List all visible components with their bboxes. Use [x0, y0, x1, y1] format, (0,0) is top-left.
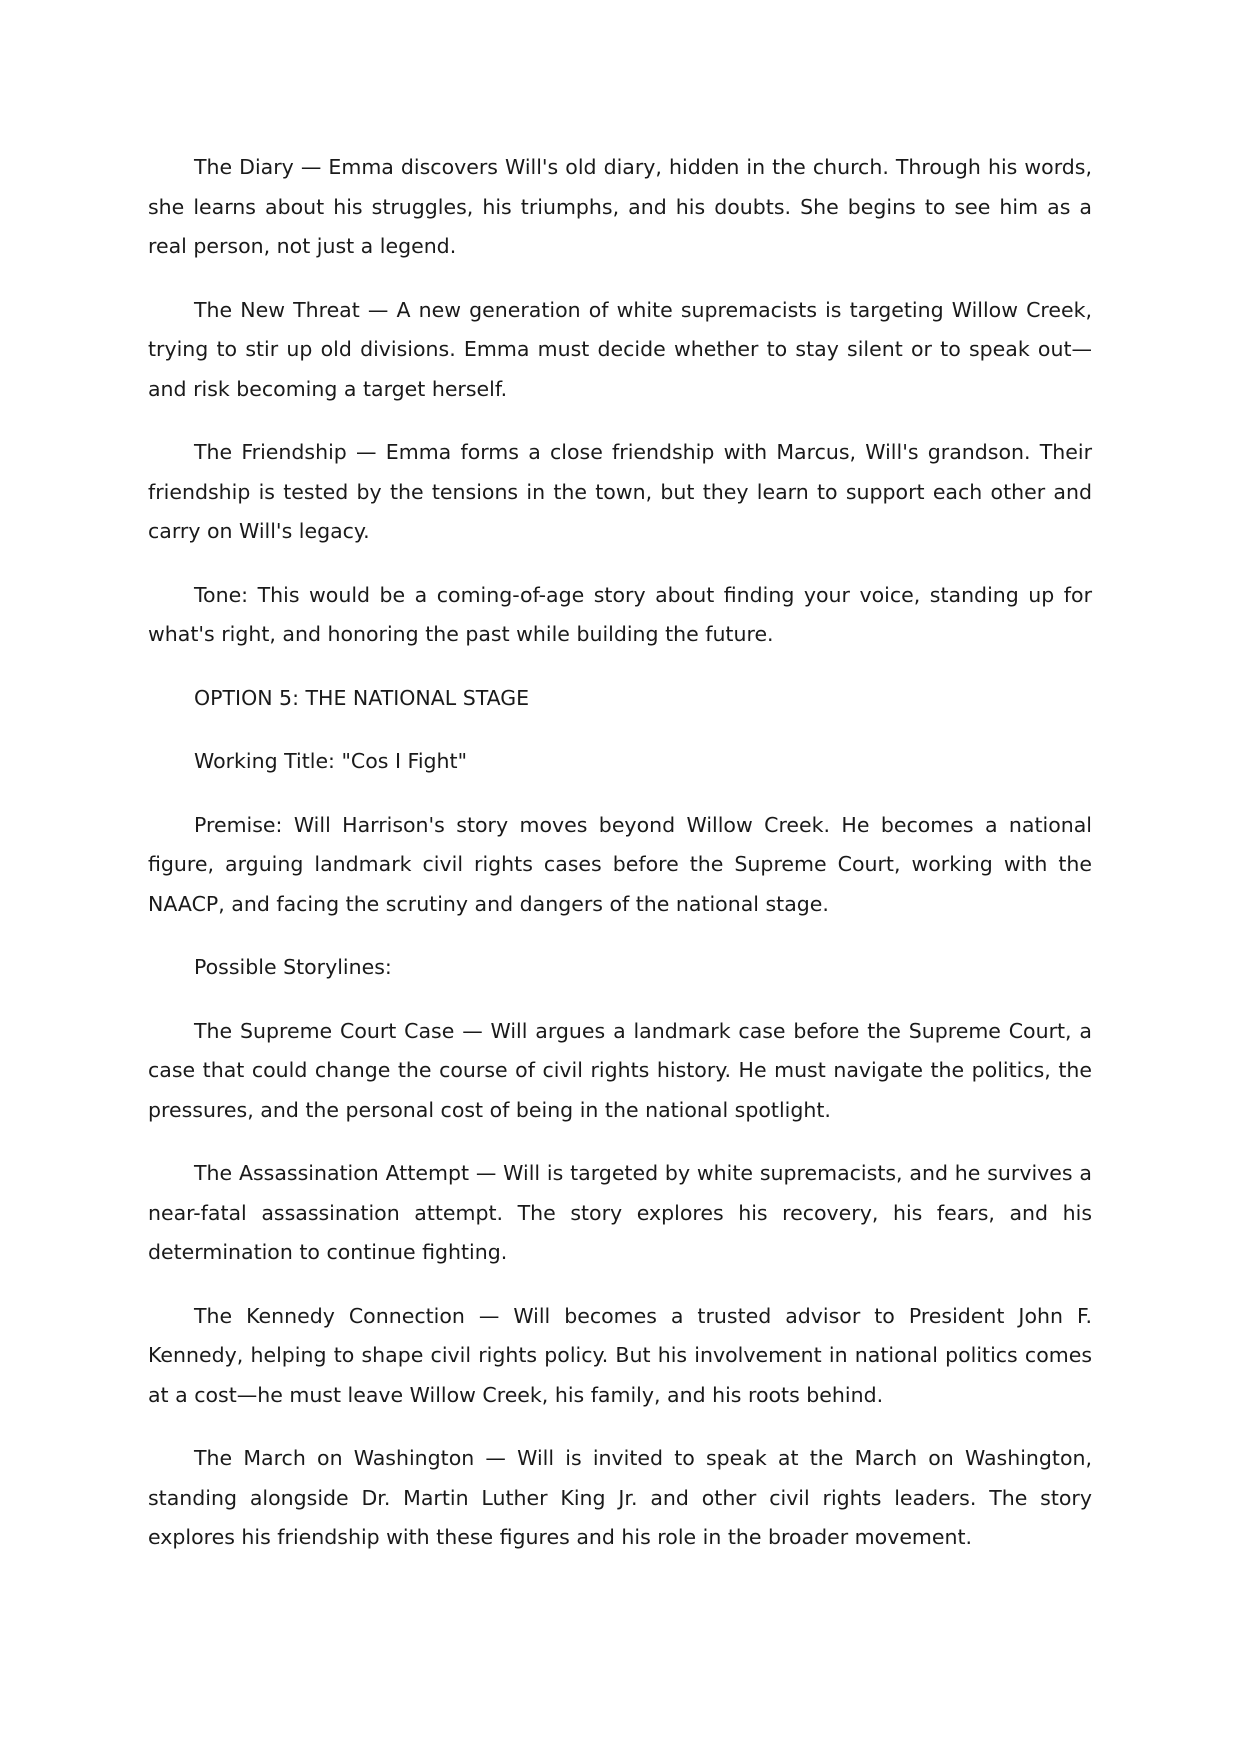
- paragraph-assassination-attempt: The Assassination Attempt — Will is targeted by white supremacists, and he survives a near-fatal assassination attempt. The story explores his recovery, his fears, and his determination to continue fighting.: [148, 1161, 1092, 1264]
- paragraph-the-diary: The Diary — Emma discovers Will's old diary, hidden in the church. Through his words, she learns about his struggles, his triumphs, and his doubts. She begins to see him as a real person, not just a legend.: [148, 155, 1092, 258]
- section-heading-option-5: OPTION 5: THE NATIONAL STAGE: [194, 685, 530, 710]
- document-page: [148, 148, 1092, 1582]
- paragraph-march-on-washington: The March on Washington — Will is invited to speak at the March on Washington, standing alongside Dr. Martin Luther King Jr. and other civil rights leaders. The story explores his friendship with these figures and his role in the broader movement.: [148, 1446, 1092, 1549]
- paragraph-supreme-court-case: The Supreme Court Case — Will argues a landmark case before the Supreme Court, a case that could change the course of civil rights history. He must navigate the politics, the pressures, and the personal cost of being in the national spotlight.: [148, 1018, 1092, 1122]
- paragraph-the-new-threat: The New Threat — A new generation of white supremacists is targeting Willow Creek, trying to stir up old divisions. Emma must decide whether to stay silent or to speak out—and risk becoming a target herself.: [148, 297, 1092, 401]
- storylines-heading: Possible Storylines:: [194, 955, 392, 979]
- paragraph-tone: Tone: This would be a coming-of-age story about finding your voice, standing up for what's right, and honoring the past while building the future.: [148, 582, 1092, 646]
- paragraph-the-friendship: The Friendship — Emma forms a close friendship with Marcus, Will's grandson. Their friendship is tested by the tensions in the town, but they learn to support each other and carry on Will's legacy.: [148, 440, 1092, 543]
- working-title: Working Title: "Cos I Fight": [194, 749, 467, 773]
- paragraph-premise: Premise: Will Harrison's story moves beyond Willow Creek. He becomes a national figure, arguing landmark civil rights cases before the Supreme Court, working with the NAACP, and facing the scrutiny and dangers of the national stage.: [148, 812, 1092, 916]
- paragraph-kennedy-connection: The Kennedy Connection — Will becomes a trusted advisor to President John F. Kennedy, helping to shape civil rights policy. But his involvement in national politics comes at a cost—he must leave Willow Creek, his family, and his roots behind.: [148, 1303, 1092, 1407]
